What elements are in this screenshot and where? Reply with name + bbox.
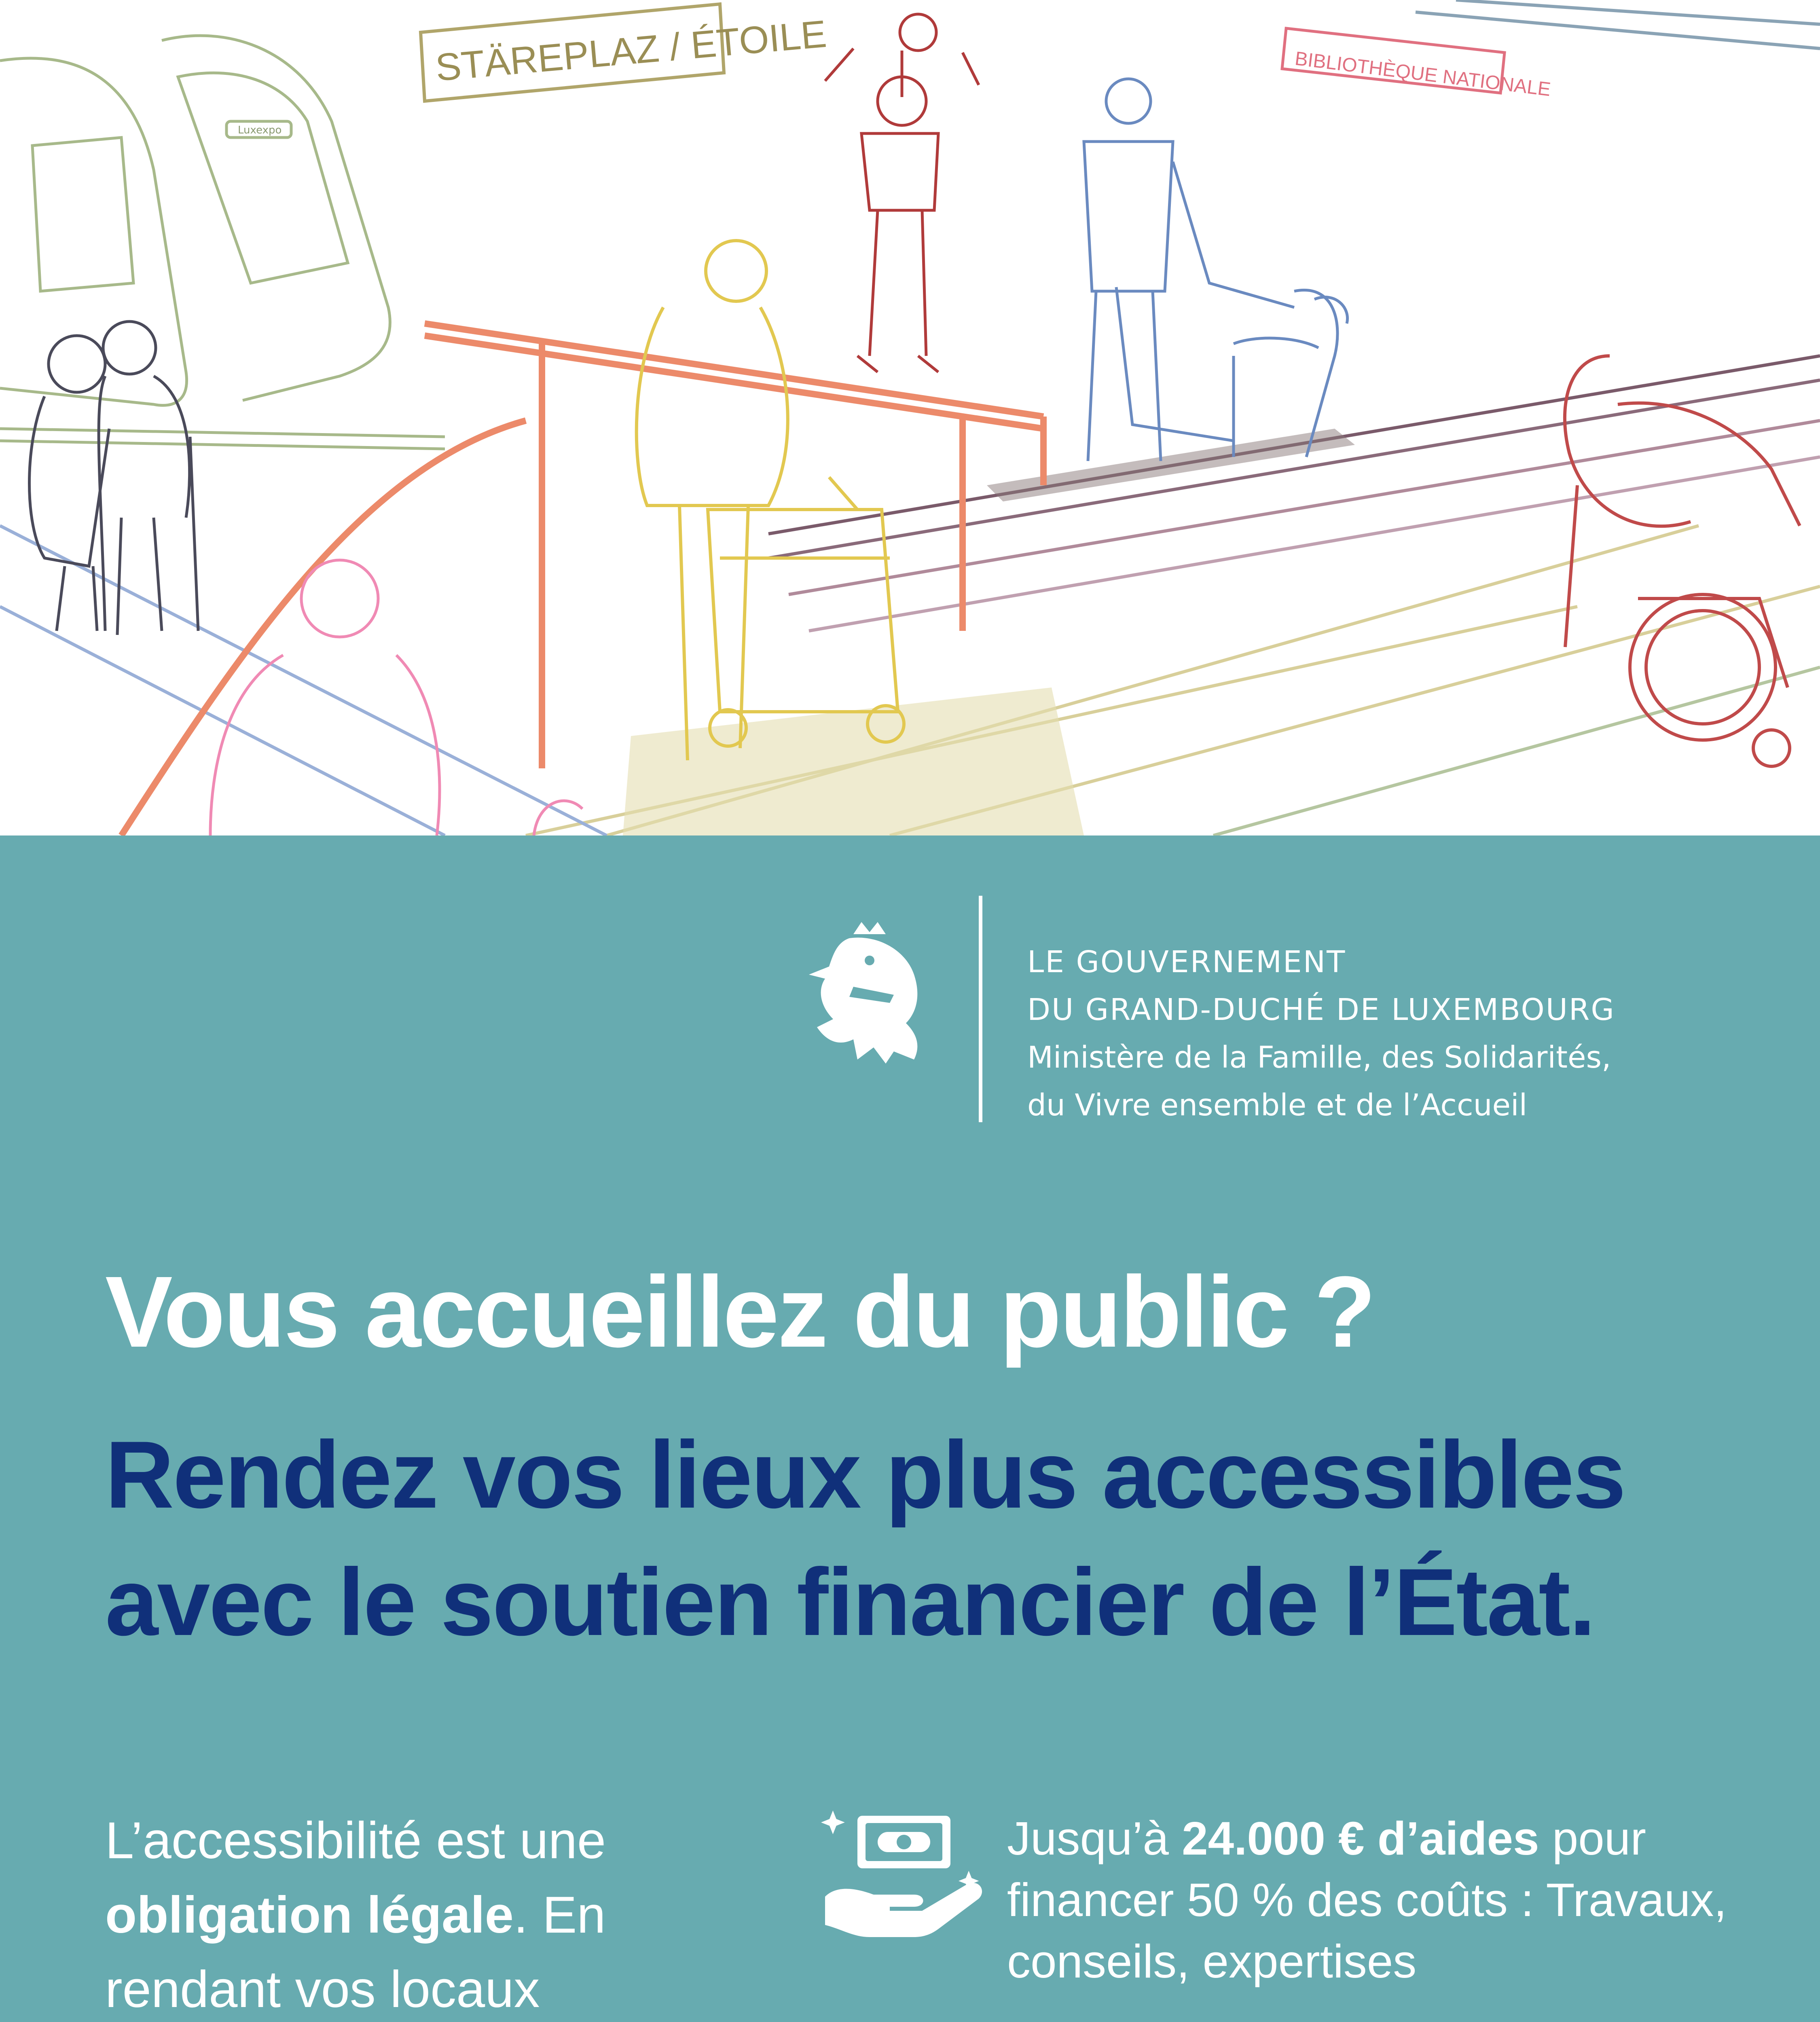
ministry-line1: Ministère de la Famille, des Solidarités, <box>1027 1040 1611 1075</box>
government-line2: DU GRAND-DUCHÉ DE LUXEMBOURG <box>1027 992 1615 1027</box>
intro-bold-obligation: obligation légale <box>105 1886 514 1944</box>
intro-text-1: L’accessibilité est une <box>105 1812 606 1870</box>
intro-text-2: . En rendant vos locaux <box>105 1886 606 2018</box>
feature-aid <box>821 1808 1731 1994</box>
rollator-user-drawing <box>637 241 904 760</box>
money-hand-icon <box>821 1808 991 1943</box>
ministry-line2: du Vivre ensemble et de l’Accueil <box>1027 1088 1528 1123</box>
man-guide-dog-drawing <box>1084 79 1348 461</box>
question-title: Vous accueillez du public ? <box>105 1255 1374 1368</box>
intro-paragraph <box>105 1804 772 2022</box>
luxembourg-lion-logo <box>793 918 946 1072</box>
station-sign <box>421 4 828 101</box>
tram-drawing <box>0 36 445 449</box>
main-title <box>105 1411 1625 1666</box>
main-title-line1: Rendez vos lieux plus accessibles <box>105 1421 1625 1528</box>
hero-illustration <box>0 0 1820 835</box>
government-text <box>1027 938 1615 1129</box>
tactile-paving <box>623 687 1084 835</box>
station-line-drawing <box>0 0 1820 835</box>
parent-child-drawing <box>825 14 979 372</box>
svg-text:STÄREPLAZ / ÉTOILE: STÄREPLAZ / ÉTOILE <box>434 12 828 89</box>
aid-text-2: pour financer 50 % des coûts : Travaux, conseils, expertises <box>1007 1812 1727 1988</box>
feature-aid-text <box>1007 1808 1731 1992</box>
svg-text:BIBLIOTHÈQUE NATIONALE: BIBLIOTHÈQUE NATIONALE <box>1293 48 1552 101</box>
elderly-couple-drawing <box>30 321 199 635</box>
government-line1: LE GOUVERNEMENT <box>1027 945 1346 979</box>
aid-text-1: Jusqu’à <box>1007 1812 1182 1865</box>
library-sign <box>1282 28 1552 100</box>
logo-divider <box>979 896 982 1122</box>
tram-destination: Luxexpo <box>238 124 282 136</box>
aid-amount: 24.000 € d’aides <box>1182 1812 1539 1865</box>
lion-crest-icon <box>793 918 946 1072</box>
main-title-line2: avec le soutien financier de l’État. <box>105 1549 1595 1656</box>
